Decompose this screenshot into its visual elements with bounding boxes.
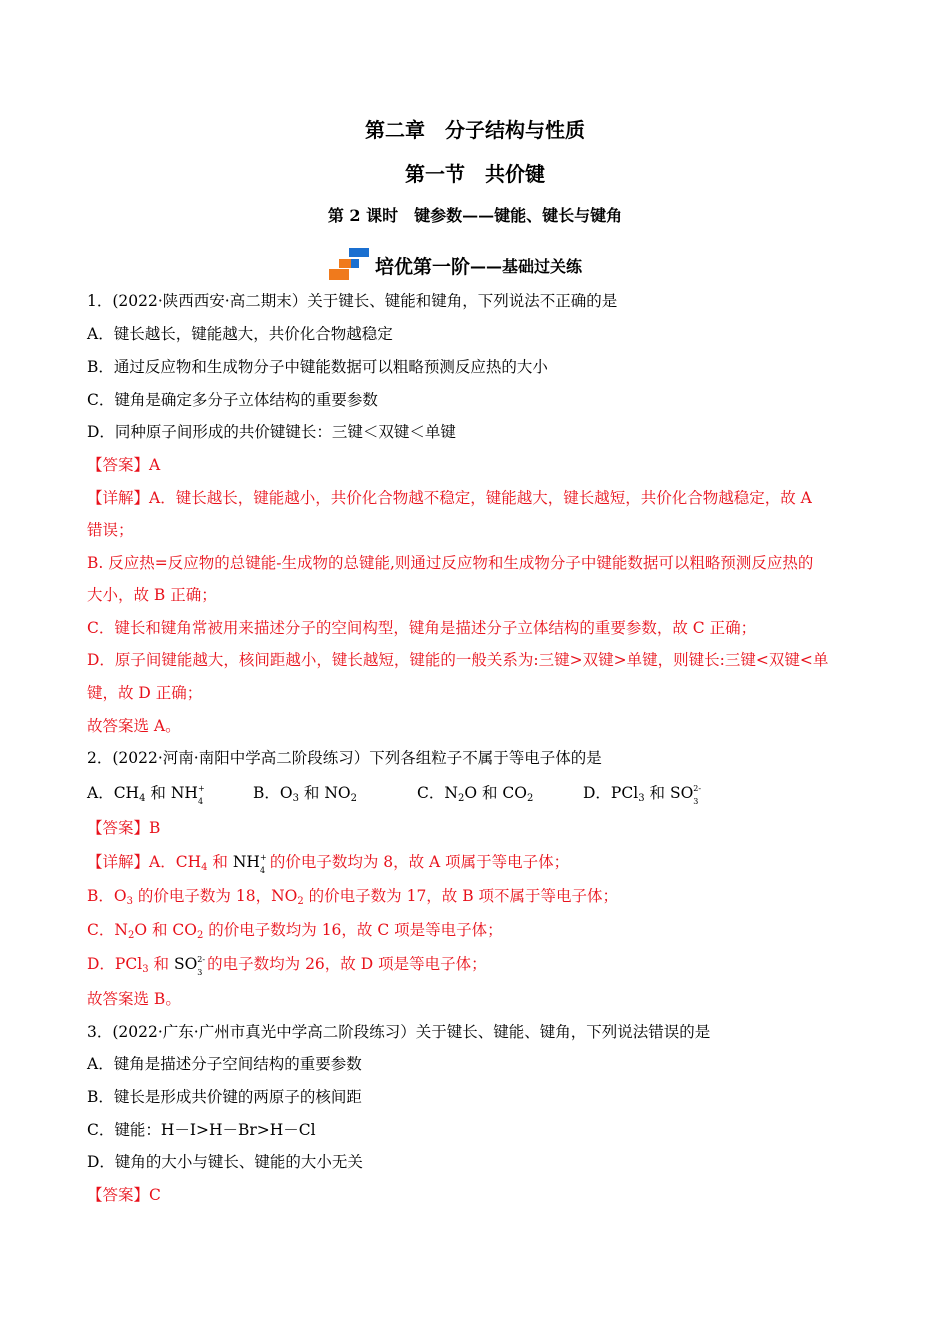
section-title: 第一节 共价键 xyxy=(405,162,545,186)
q2-explain-1: 【详解】A．$CH_4$ 和 NH + 4 的价电子数均为 8，故 A 项属于等电子体； xyxy=(87,853,570,875)
q1-explain-text: A．键长越长，键能越小，共价化合物越不稳定，键能越大，键长越短，共价化合物越稳定，故 A xyxy=(149,489,812,507)
q2-answer xyxy=(87,817,877,839)
q1-answer-value: A xyxy=(149,456,161,474)
q2-conclusion: 故答案选 B。 xyxy=(87,990,181,1008)
q2-stem: 2．(2022·河南·南阳中学高二阶段练习）下列各组粒子不属于等电子体的是 xyxy=(87,749,602,767)
q2-option-b: B．$O_3$ 和 $NO_2$ xyxy=(253,784,357,804)
so3-ion: SO 2- 3 xyxy=(173,955,206,977)
q1-conclusion: 故答案选 A。 xyxy=(87,717,181,735)
q2-option-c: C．$N_2O$ 和 $CO_2$ xyxy=(417,784,534,804)
q1-option-b: B．通过反应物和生成物分子中键能数据可以粗略预测反应热的大小 xyxy=(87,358,548,376)
q2-explain-3: C．$N_2O$ 和 $CO_2$ 的价电子数均为 16，故 C 项是等电子体； xyxy=(87,921,503,941)
q1-option-c: C．键角是确定多分子立体结构的重要参数 xyxy=(87,391,378,409)
q3-option-d: D．键角的大小与键长、键能的大小无关 xyxy=(87,1153,363,1171)
q1-option-a: A．键长越长，键能越大，共价化合物越稳定 xyxy=(87,325,393,343)
q3-option-a: A．键角是描述分子空间结构的重要参数 xyxy=(87,1055,362,1073)
q1-option-d: D．同种原子间形成的共价键键长：三键＜双键＜单键 xyxy=(87,423,456,441)
banner-main-text: 培优第一阶 xyxy=(375,256,471,278)
q3-stem: 3．(2022·广东·广州市真光中学高二阶段练习）关于键长、键能、键角，下列说法错误的是 xyxy=(87,1023,711,1041)
answer-tag: 【答案】 xyxy=(87,1186,150,1204)
so3-ion: SO 2- 3 xyxy=(669,784,702,806)
lesson-title: 第 2 课时 键参数——键能、键长与键角 xyxy=(327,206,623,225)
q1-explain-1 xyxy=(87,487,877,509)
nh4-ion: NH + 4 xyxy=(232,853,267,875)
q1-explain-2: 错误； xyxy=(87,521,134,539)
q1-explain-4: 大小，故 B 正确； xyxy=(87,586,217,604)
explain-tag: 【详解】 xyxy=(87,489,150,507)
q3-answer xyxy=(87,1184,877,1206)
q2-explain-4: D．PCl$_3$ 和 SO 2- 3 的电子数均为 26，故 D 项是等电子体； xyxy=(87,955,487,977)
q3-option-b: B．键长是形成共价键的两原子的核间距 xyxy=(87,1088,362,1106)
explain-tag: 【详解】 xyxy=(87,853,150,871)
q2-option-a: A．$CH_4$ 和 NH + 4 xyxy=(87,784,205,806)
answer-tag: 【答案】 xyxy=(87,456,150,474)
nh4-ion: NH + 4 xyxy=(170,784,205,806)
answer-tag: 【答案】 xyxy=(87,819,150,837)
chapter-title: 第二章 分子结构与性质 xyxy=(365,118,585,142)
q1-stem: 1．(2022·陕西西安·高二期末）关于键长、键能和键角，下列说法不正确的是 xyxy=(87,292,618,310)
banner-sub-text: ——基础过关练 xyxy=(470,257,583,276)
level-banner xyxy=(329,245,582,281)
q2-answer-value: B xyxy=(149,819,161,837)
q1-explain-5: C．键长和键角常被用来描述分子的空间构型，键角是描述分子立体结构的重要参数，故 C 正确； xyxy=(87,619,757,637)
q1-explain-7: 键，故 D 正确； xyxy=(87,684,203,702)
q3-option-c: C．键能：H－I>H－Br>H－Cl xyxy=(87,1121,316,1139)
q3-answer-value: C xyxy=(149,1186,161,1204)
q1-explain-6: D．原子间键能越大，核间距越小，键长越短，键能的一般关系为:三键>双键>单键，则键长:三键<双键<单 xyxy=(87,651,829,669)
q2-explain-2: B．$O_3$ 的价电子数为 18，$NO_2$ 的价电子数为 17，故 B 项不属于等电子体； xyxy=(87,887,619,907)
q2-option-d: D．PCl$_3$ 和 SO 2- 3 xyxy=(583,784,702,806)
stairs-icon xyxy=(329,247,371,281)
q1-answer xyxy=(87,454,877,476)
q1-explain-3: B. 反应热=反应物的总键能-生成物的总键能,则通过反应物和生成物分子中键能数据可以粗略预测反应热的 xyxy=(87,554,814,572)
